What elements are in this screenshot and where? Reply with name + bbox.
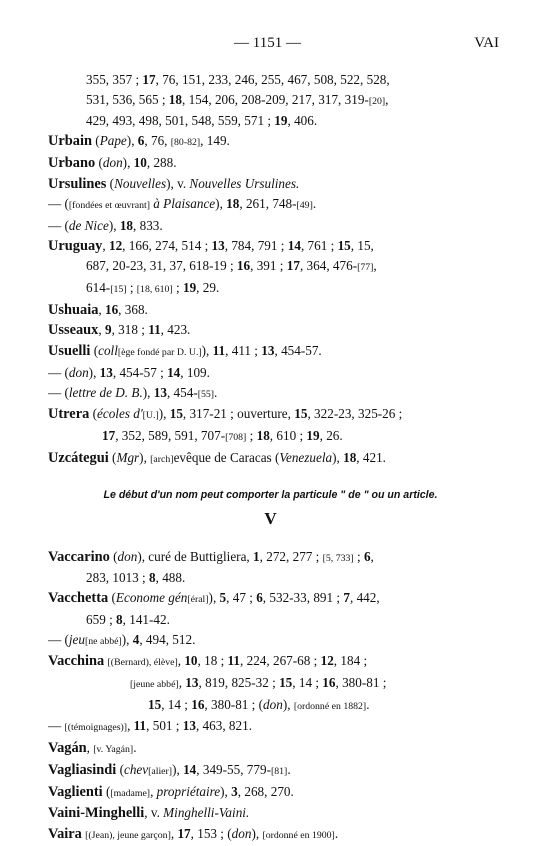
entry-text: 19 — [182, 280, 197, 296]
entry-text: , — [178, 674, 186, 690]
index-line — [48, 610, 493, 630]
entry-text: 13 — [261, 343, 275, 359]
entry-text: 15 — [279, 674, 293, 690]
entry-text: , 15, — [350, 237, 374, 253]
entry-text: ( — [108, 449, 117, 465]
entry-headword: Vaccarino — [48, 548, 110, 565]
entry-text: [ordonné en 1900] — [262, 829, 335, 841]
index-line — [48, 782, 493, 804]
entry-text: , 454- — [166, 384, 198, 400]
entry-text: 11 — [133, 718, 147, 734]
entry-text: ), — [139, 449, 151, 465]
page-number: — 1151 — — [234, 35, 301, 51]
entry-text: , 318 ; — [111, 322, 149, 338]
entry-text: [ordonné en 1882] — [293, 700, 367, 712]
entry-text: , 166, 274, 514 ; — [122, 237, 212, 253]
entry-text: , 454-57 ; — [112, 364, 168, 380]
entry-headword: Ushuaia — [48, 301, 99, 318]
entry-text: 687, 20-23, 31, 37, 618-19 ; — [86, 258, 237, 274]
index-line — [48, 824, 493, 846]
entry-text: 10 — [184, 653, 198, 669]
entry-text: , 153 ; ( — [190, 825, 232, 841]
entry-text: 11 — [212, 343, 226, 359]
entry-text: ), curé de Buttigliera, — [137, 548, 254, 564]
entry-text: , — [150, 783, 157, 799]
entry-text: don — [263, 696, 283, 712]
index-line — [48, 300, 493, 321]
entry-text: . — [366, 696, 370, 712]
entry-text: . — [312, 196, 317, 212]
entry-text: 8 — [149, 570, 156, 586]
entry-text: 8 — [116, 611, 123, 627]
entry-headword: Usuelli — [48, 343, 91, 360]
index-line — [48, 320, 493, 341]
entry-text: , 364, 476- — [299, 258, 358, 274]
entry-text: [éral] — [187, 594, 209, 606]
entry-text: 12 — [320, 653, 334, 669]
entry-text: — — [48, 718, 65, 734]
entry-text: [20] — [368, 95, 386, 107]
entry-text: , 532-33, 891 ; — [262, 590, 344, 606]
entry-text: 18 — [343, 449, 357, 465]
entry-text: Econome gén — [115, 590, 188, 606]
entry-text: ; — [353, 548, 364, 564]
entry-text: , 322-23, 325-26 ; — [307, 406, 403, 422]
entry-text: , — [98, 322, 105, 338]
running-head: VAI — [474, 35, 499, 51]
entry-text: [fondées et œuvrant] — [68, 200, 150, 212]
entry-text: , 349-55, 779- — [196, 761, 271, 777]
entry-text: , 268, 270. — [237, 783, 294, 799]
entry-text: , 26. — [319, 427, 343, 443]
entry-text: , — [177, 653, 185, 669]
entry-text: 283, 1013 ; — [86, 570, 150, 586]
entry-text: [15] — [110, 284, 127, 296]
index-line — [48, 70, 493, 90]
entry-text: , v. — [144, 805, 164, 821]
entry-text: , — [370, 548, 374, 564]
entry-text: [v. Yagán] — [93, 744, 134, 756]
entry-text: , 833. — [133, 217, 163, 233]
entry-headword: Urbain — [48, 133, 92, 150]
entry-text: 1 — [253, 548, 260, 564]
entry-text: [ège fondé par D. U.] — [117, 347, 202, 359]
entry-text: 17 — [177, 825, 191, 841]
entry-text: ), v. — [166, 175, 190, 191]
entry-text: don — [231, 825, 252, 841]
entry-text: coll — [98, 343, 118, 359]
entry-headword: Uzcátegui — [48, 449, 109, 466]
entry-text: — ( — [48, 384, 69, 400]
entry-text: 19 — [274, 113, 288, 129]
entry-text: 429, 493, 498, 501, 548, 559, 571 ; — [86, 113, 275, 129]
entry-text: , 784, 791 ; — [224, 237, 288, 253]
entry-text: [(témoignages)] — [64, 722, 128, 734]
entry-headword: Usseaux — [48, 322, 99, 339]
entry-text: , 184 ; — [333, 653, 368, 669]
index-line — [48, 131, 493, 153]
entry-text: Pape — [99, 133, 127, 149]
index-section-v — [48, 547, 493, 846]
entry-text: , — [102, 237, 109, 253]
entry-text: ( — [108, 590, 116, 606]
index-line — [48, 588, 493, 610]
entry-text: 18 — [256, 427, 270, 443]
entry-text: — ( — [48, 364, 69, 380]
entry-text: 14 — [287, 237, 301, 253]
entry-text: [81] — [270, 765, 288, 777]
entry-text: ), — [88, 364, 100, 380]
entry-text: 3 — [231, 783, 238, 799]
entry-text: . — [334, 825, 339, 841]
entry-text: 355, 357 ; — [86, 72, 143, 87]
entry-text: ), — [142, 384, 154, 400]
entry-text: , 109. — [180, 364, 210, 380]
entry-text: , 18 ; — [197, 653, 228, 669]
entry-text: , 411 ; — [225, 343, 262, 359]
index-line — [48, 174, 493, 195]
entry-text: , 47 ; — [226, 590, 257, 606]
index-line — [48, 448, 493, 470]
entry-headword: Vaini-Minghelli — [48, 805, 145, 822]
entry-text: ( — [102, 783, 111, 799]
entry-headword: Ursulines — [48, 175, 107, 192]
entry-text: Mgr — [116, 449, 140, 465]
entry-text: Nouvelles — [114, 175, 167, 191]
entry-text: 5 — [219, 590, 227, 606]
entry-text: . — [133, 740, 137, 756]
entry-text: . — [214, 384, 218, 400]
entry-headword: Utrera — [48, 406, 90, 423]
index-line — [48, 716, 493, 738]
index-line — [48, 738, 493, 760]
entry-text: [77] — [357, 262, 374, 274]
entry-text: 15 — [337, 237, 351, 253]
entry-headword: Vagán — [48, 740, 87, 757]
index-section-u — [48, 70, 493, 469]
entry-text: [jeune abbé] — [130, 678, 179, 690]
index-line — [48, 568, 493, 588]
entry-text: , 14 ; — [292, 674, 323, 690]
entry-text: [80-82] — [170, 137, 201, 149]
entry-text: 16 — [322, 674, 336, 690]
entry-text: 9 — [104, 322, 112, 338]
entry-text: 15 — [169, 406, 183, 422]
entry-text: 10 — [133, 154, 147, 170]
entry-text: [madame] — [110, 787, 151, 799]
entry-text: jeu — [68, 631, 86, 647]
entry-text: [5, 733] — [322, 552, 354, 564]
entry-text: 614- — [86, 280, 111, 296]
entry-text: [708] — [225, 431, 247, 443]
entry-text: ( — [89, 406, 97, 422]
entry-text: propriétaire — [156, 783, 221, 799]
index-line — [48, 547, 493, 569]
index-line — [48, 341, 493, 363]
entry-text: [(Jean), jeune garçon] — [85, 829, 171, 841]
index-line — [48, 256, 493, 278]
entry-text: ), — [158, 406, 170, 422]
entry-text: [49] — [296, 200, 313, 212]
entry-text: 6 — [363, 548, 371, 564]
entry-text: 659 ; — [86, 611, 117, 627]
entry-text: 18 — [168, 91, 182, 107]
entry-text: 17 — [102, 427, 116, 443]
index-line — [48, 651, 493, 673]
entry-text: ), — [208, 590, 220, 606]
entry-text: , 149. — [200, 133, 230, 149]
entry-text: ), — [332, 449, 344, 465]
entry-text: don — [117, 548, 138, 564]
section-note: Le début d'un nom peut comporter la particule " de " ou un article. — [103, 489, 438, 502]
entry-text: 16 — [104, 301, 119, 317]
index-line — [48, 760, 493, 782]
entry-text: 17 — [286, 258, 300, 274]
entry-text: 17 — [142, 72, 156, 87]
entry-text: écoles d' — [97, 406, 143, 422]
entry-text: , 610 ; — [269, 427, 307, 443]
entry-text: don — [102, 154, 123, 170]
entry-text: ), — [126, 133, 138, 149]
entry-text: 6 — [256, 590, 263, 606]
entry-text: ), — [172, 761, 184, 777]
entry-text: , — [127, 718, 134, 734]
entry-text: ( — [91, 133, 100, 149]
entry-text: , 463, 821. — [195, 718, 252, 734]
entry-headword: Urbano — [48, 154, 96, 171]
index-line — [48, 194, 493, 216]
entry-text: , 761 ; — [300, 237, 338, 253]
entry-text: , 442, — [349, 590, 380, 606]
entry-text: , 29. — [196, 280, 220, 296]
entry-headword: Vaira — [48, 825, 82, 842]
index-line — [48, 236, 493, 257]
entry-text: 13 — [99, 364, 113, 380]
entry-text: , 288. — [146, 154, 177, 170]
entry-text: ), — [121, 631, 133, 647]
entry-text: 11 — [227, 653, 241, 669]
entry-text: Minghelli-Vaini. — [163, 805, 250, 821]
entry-text: Venezuela — [279, 449, 333, 465]
entry-text: , 454-57. — [274, 343, 322, 359]
entry-text: , 423. — [160, 322, 191, 338]
entry-headword: Vagliasindi — [48, 761, 117, 778]
index-line — [48, 383, 493, 405]
entry-text: 16 — [191, 696, 205, 712]
index-line — [48, 111, 493, 131]
entry-text: [U.] — [142, 410, 159, 422]
entry-text: , 14 ; — [161, 696, 192, 712]
entry-text: 7 — [343, 590, 350, 606]
entry-text: [(Bernard), élève] — [107, 657, 178, 669]
index-line — [48, 695, 493, 717]
entry-text: ; — [126, 280, 137, 296]
entry-text: [55] — [197, 388, 215, 400]
entry-text: evêque de Caracas ( — [173, 449, 280, 465]
entry-text: , 352, 589, 591, 707- — [115, 427, 226, 443]
entry-text: 18 — [226, 196, 240, 212]
entry-text: , 391 ; — [250, 258, 287, 274]
entry-text: , — [385, 91, 389, 107]
entry-text: , 421. — [356, 449, 386, 465]
entry-text: , 317-21 ; ouverture, — [182, 406, 295, 422]
entry-text: , 224, 267-68 ; — [240, 653, 321, 669]
index-line — [48, 278, 493, 300]
entry-text: [alier] — [148, 765, 173, 777]
entry-text: ), — [122, 154, 134, 170]
entry-text: 531, 536, 565 ; — [86, 91, 169, 107]
entry-text: 4 — [132, 631, 140, 647]
entry-text: , 406. — [287, 113, 318, 129]
index-line — [48, 803, 493, 824]
index-line — [48, 673, 493, 695]
entry-text: chev — [123, 761, 149, 777]
entry-text: de Nice — [68, 217, 109, 233]
entry-text: , — [373, 258, 377, 274]
entry-headword: Vacchetta — [48, 590, 109, 607]
entry-text: ), — [215, 196, 227, 212]
entry-text: , 494, 512. — [139, 631, 196, 647]
entry-text: Nouvelles Ursulines. — [189, 175, 300, 191]
entry-text: ; — [246, 427, 257, 443]
entry-text: 12 — [108, 237, 123, 253]
entry-headword: Uruguay — [48, 237, 103, 254]
entry-text: , — [170, 825, 178, 841]
entry-text: , 272, 277 ; — [259, 548, 323, 564]
entry-text: lettre de D. B. — [68, 384, 143, 400]
entry-text: , 76, 151, 233, 246, 255, 467, 508, 522, 528, — [155, 72, 390, 87]
entry-text: ), — [282, 696, 294, 712]
entry-text: , 488. — [155, 570, 186, 586]
entry-text: 13 — [182, 718, 196, 734]
entry-text: ; — [172, 280, 183, 296]
entry-text: — ( — [48, 631, 69, 647]
index-line — [48, 153, 493, 174]
entry-text: ), — [201, 343, 213, 359]
entry-text: ( — [109, 548, 118, 564]
entry-text: ), — [251, 825, 263, 841]
entry-headword: Vaglienti — [48, 783, 103, 800]
entry-text: 13 — [211, 237, 225, 253]
index-line — [48, 363, 493, 383]
entry-text: , 154, 206, 208-209, 217, 317, 319- — [181, 91, 369, 107]
entry-text: [ne abbé] — [85, 635, 122, 647]
entry-text: ( — [106, 175, 115, 191]
entry-text: 14 — [167, 364, 181, 380]
entry-text: 13 — [153, 384, 167, 400]
entry-text: , 368. — [118, 301, 148, 317]
index-line — [48, 404, 493, 426]
entry-text: 15 — [294, 406, 308, 422]
entry-text: , 501 ; — [146, 718, 183, 734]
entry-text: — ( — [48, 196, 69, 212]
entry-headword: Vacchina — [48, 653, 105, 670]
entry-text: 11 — [148, 322, 161, 338]
entry-text: ), — [220, 783, 232, 799]
entry-text: , 76, — [144, 133, 171, 149]
entry-text: ( — [90, 343, 99, 359]
index-line — [48, 90, 493, 112]
entry-text: 19 — [306, 427, 320, 443]
index-body — [48, 70, 493, 846]
entry-text: , 819, 825-32 ; — [198, 674, 280, 690]
index-line — [48, 630, 493, 652]
entry-text: , — [86, 740, 94, 756]
entry-text: , — [98, 301, 105, 317]
entry-text: 14 — [183, 761, 197, 777]
entry-text: [arch] — [150, 453, 174, 465]
entry-text: 15 — [148, 696, 162, 712]
entry-text: , 380-81 ; ( — [204, 696, 264, 712]
entry-text: ( — [95, 154, 103, 170]
section-letter: V — [264, 509, 277, 529]
entry-text: , 261, 748- — [239, 196, 297, 212]
entry-text: ), — [108, 217, 120, 233]
entry-text: — ( — [48, 217, 69, 233]
index-line — [48, 216, 493, 236]
entry-text: don — [68, 364, 89, 380]
entry-text: 6 — [137, 133, 145, 149]
entry-text: 13 — [185, 674, 199, 690]
entry-text: 16 — [236, 258, 251, 274]
entry-text: . — [287, 761, 291, 777]
entry-text: à Plaisance — [149, 196, 216, 212]
entry-text: ( — [116, 761, 124, 777]
entry-text: [18, 610] — [136, 284, 173, 296]
entry-text: , 141-42. — [122, 611, 170, 627]
entry-text: , 380-81 ; — [335, 674, 387, 690]
entry-text: 18 — [119, 217, 133, 233]
index-line — [48, 426, 493, 448]
